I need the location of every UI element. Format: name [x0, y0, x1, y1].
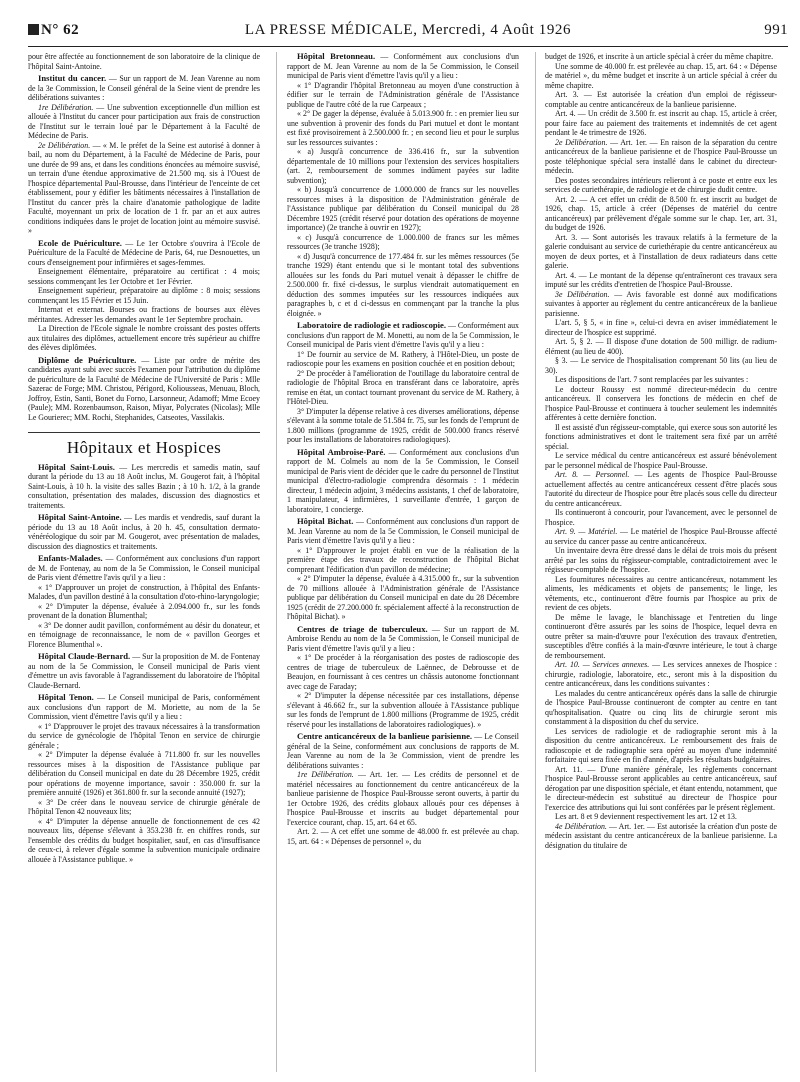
paragraph: Art. 2. — A cet effet un crédit de 8.500 fr. est inscrit au budget de 1926, chap. 15, article à créer (Dépenses de matériel du centre anticancéreux) par prélèvement d'égale somme sur le chap. 1er, art. 31, du budget de 1926.: [545, 194, 777, 232]
article-heading: Laboratoire de radiologie et radioscopie.: [297, 320, 447, 330]
article-ecole-puericulture: [28, 239, 260, 268]
paragraph-text: — Le matériel de l'hospice Paul-Brousse affecté au service du cancer passe au centre anticancéreux.: [545, 527, 777, 546]
publication-date: , Mercredi, 4 Août 1926: [413, 22, 572, 38]
paragraph: Des postes secondaires intérieurs relieront à ce poste et entre eux les services de curiethérapie, de radiologie et de chirurgie dudit centre.: [545, 175, 777, 194]
article-centres-triage: [287, 625, 519, 654]
article-heading: Ecole de Puériculture.: [38, 237, 122, 248]
paragraph: [545, 660, 777, 689]
deliberation-label: 1re Délibération.: [38, 102, 94, 112]
paragraph: « 2° D'imputer la dépense, évaluée à 2.094.000 fr., sur les fonds provenant de la donation Blumenthal;: [28, 601, 260, 620]
article-text: — Sur un rapport de M. Jean Varenne au nom de la 3e Commission, le Conseil général de la Seine vient de prendre les délibérations suivantes :: [28, 74, 260, 102]
paragraph: La Direction de l'Ecole signale le nombre croissant des postes offerts aux titulaires des diplômes, actuellement encore très supérieur au chiffre des élèves diplômées.: [28, 324, 260, 352]
paragraph: [545, 138, 777, 176]
paragraph: [28, 103, 260, 141]
paragraph: « 4° D'imputer la dépense annuelle de fonctionnement de ces 42 nouveaux lits, dépense s'élevant à 353.238 fr. en chiffres ronds, sur l'ensemble des crédits du budget hospitalier, sauf, en cas d'insuffisance de ceux-ci, à relever d'égale somme la subvention municipale ordinaire allouée à l'Assistance publique. »: [28, 816, 260, 864]
paragraph: Les fournitures nécessaires au centre anticancéreux, notamment les aliments, les médicaments et objets de pansements; le linge, les vêtements, etc., continueront d'être fournis par l'hospice au prix de revient de ces objets.: [545, 574, 777, 612]
paragraph: Enseignement supérieur, préparatoire au diplôme : 8 mois; sessions commençant les 15 Février et 15 Juin.: [28, 286, 260, 305]
article-laboratoire-radiologie: [287, 321, 519, 350]
issue-label: N° 62: [41, 22, 80, 38]
article-text: — Les mercredis et samedis matin, sauf durant la période du 13 au 18 Août inclus, M. Gougerot fait, à l'hôpital Saint-Louis, à 10 h. la visite des salles Bazin ; à 10 h. 1/2, à la grande consultation, présentation des malades, discussion des diagnostics et traitements.: [28, 462, 261, 510]
column-divider: [276, 52, 277, 1072]
paragraph: [28, 141, 260, 236]
paragraph: « c) Jusqu'à concurrence de 1.000.000 de francs sur les mêmes ressources (3e tranche 1928);: [287, 232, 519, 251]
paragraph: Il est assisté d'un régisseur-comptable, qui exerce sous son autorité les fonctions administratives et dont le traitement sera fixé par un arrêté spécial.: [545, 422, 777, 451]
paragraph: 1° De fournir au service de M. Rathery, à l'Hôtel-Dieu, un poste de radioscopie pour les examens en position couchée et en position debout;: [287, 349, 519, 368]
column-middle: [287, 52, 519, 846]
article-saint-antoine: [28, 513, 260, 551]
page-number: 991: [764, 22, 788, 38]
paragraph: « 1° D'agrandir l'hôpital Bretonneau au moyen d'une construction à édifier sur le terrain de l'Administration générale de l'Assistance publique de l'autre côté de la rue Carpeaux ;: [287, 80, 519, 109]
paragraph: « 2° D'imputer la dépense évaluée à 711.800 fr. sur les nouvelles ressources mises à la disposition de l'Assistance publique par délibération du Conseil municipal en date du 28 Décembre 1925, crédit pour opérations de moyenne importance, savoir : 350.000 fr. sur la première annuité (1926) et 361.800 fr. sur la seconde annuité (1927);: [28, 750, 260, 797]
article-heading: Diplôme de Puériculture.: [38, 354, 137, 365]
paragraph-text: — Une subvention exceptionnelle d'un million est allouée à l'Institut du cancer pour participation aux frais de construction de l'Institut sur le terrain loué par le Département à la Faculté de Médecine de Paris.: [28, 102, 260, 140]
article-label: Art. 9. — Matériel.: [555, 527, 618, 536]
paragraph: [545, 527, 777, 546]
article-heading: Hôpital Saint-Louis.: [38, 461, 115, 472]
paragraph: [545, 470, 777, 508]
paragraph-text: — « M. le préfet de la Seine est autorisé à donner à bail, au nom du Département, à la Faculté de Médecine de Paris, pour une durée de 99 ans, et dans les conditions énoncées au mémoire susvisé, un terrain d'une étendue approximative de 21.500 mq. sis à l'Ouest de l'hospice départemental Paul-Brousse, dans l'intérieur de l'enceinte de cet établissement, pour y édifier les bâtiments nécessaires à l'installation de l'Institut du cancer près la chaire d'anatomie pathologique de ladite Faculté, moyennant un prix de location de 1 fr. par an et aux autres conditions indiquées dans le projet de location joint au mémoire susvisé. »: [28, 140, 260, 235]
deliberation-label: 4e Délibération.: [555, 821, 607, 831]
paragraph: Art. 3. — Sont autorisés les travaux relatifs à la fermeture de la galerie conduisant au service de curiethérapie du centre anticancéreux au moyen de deux portes, et à l'installation de deux radiateurs dans cette galerie.: [545, 232, 777, 270]
paragraph: Art. 5, § 2. — Il dispose d'une dotation de 500 milligr. de radium-élément (au lieu de 400).: [545, 337, 777, 356]
paragraph: De même le lavage, le blanchissage et l'entretien du linge continueront d'être assurés par les soins de l'hospice, lequel devra en outre prêter sa main-d'œuvre pour l'exécution des travaux d'entretien, susceptibles d'être confiés à la main-d'œuvre intérieure, le tout à charge de remboursement.: [545, 612, 777, 660]
paragraph: « 2° D'imputer la dépense nécessitée par ces installations, dépense s'élevant à 46.662 fr., sur la subvention allouée à l'Assistance publique sur les fonds de l'emprunt de 1.800 millions (Programme de 1925, crédit réservé pour les installations de laboratoires radiologiques). »: [287, 691, 519, 729]
article-heading: Hôpital Saint-Antoine.: [38, 512, 122, 522]
paragraph: [545, 290, 777, 319]
article-institut-cancer: [28, 74, 260, 103]
article-bichat: [287, 517, 519, 546]
deliberation-label: 3e Délibération.: [555, 289, 610, 299]
article-text: — Sur un rapport de M. Ambroise Rendu au nom de la 5e Commission, le Conseil municipal de Paris vient d'émettre l'avis qu'il y a lieu :: [287, 624, 519, 653]
paragraph: « a) Jusqu'à concurrence de 336.416 fr., sur la subvention départementale de 10 millions pour l'extension des services hospitaliers (art. 2, remboursement de sommes indûment payées sur ladite subvention);: [287, 147, 519, 185]
paragraph: « 3° De créer dans le nouveau service de chirurgie générale de l'hôpital Tenon 42 nouveaux lits;: [28, 797, 260, 816]
paragraph: « 1° D'approuver le projet des travaux nécessaires à la transformation du service de gynécologie de l'hôpital Tenon en service de chirurgie générale ;: [28, 721, 260, 750]
article-label: Art. 10. — Services annexes.: [555, 660, 650, 669]
article-text: — Les mardis et vendredis, sauf durant la période du 13 au 18 Août inclus, à 20 h. 45, consultation dermato-vénéréologique du soir par M. Gougerot, avec présentation de malades, discussion des diagnostics et traitements.: [28, 513, 260, 551]
deliberation-label: 1re Délibération.: [297, 770, 354, 779]
article-text: — Liste par ordre de mérite des candidates ayant subi avec succès l'examen pour l'attribution du diplôme de puériculture de la Faculté de Médecine de l'Université de Paris : Mlle Sazerac de Forge; MM. Christou, Périgord, Koliousseas, Menuau, Bloch, Joffroy, Estin, Santi, Bonet du Forno, Larsonneur, Adamoff; Mme Ecoey (Paule); MM. Rozenbaumson, Raison, Miyar, Polycrates (Nicolas); Mlle Le Gourierec; MM. Rochi, Stephanides, Catseotes, Vassilakis.: [28, 355, 260, 422]
paragraph: « 2° De gager la dépense, évaluée à 5.013.900 fr. : en premier lieu sur une subvention à provenir des fonds du Pari mutuel et dont le montant est fixé provisoirement à 2.500.000 fr. ; en second lieu et pour le surplus sur les ressources suivantes :: [287, 109, 519, 147]
paragraph: Le docteur Roussy est nommé directeur-médecin du centre anticancéreux. Il conservera les fonctions de médecin en chef de l'hospice Paul-Brousse et continuera à toucher seulement les indemnités afférentes à cette dernière fonction.: [545, 384, 777, 422]
paragraph: Ils continueront à concourir, pour l'avancement, avec le personnel de l'hospice.: [545, 508, 777, 527]
paragraph: « 3° De donner audit pavillon, conformément au désir du donateur, et en témoignage de reconnaissance, le nom de « pavillon Georges et Florence Blumenthal ».: [28, 620, 260, 649]
article-text: — Conformément aux conclusions d'un rapport de M. de Fontenay, au nom de la 5e Commission, le Conseil municipal de Paris vient d'émettre l'avis qu'il y a lieu :: [28, 554, 260, 582]
paragraph: Les services de radiologie et de radiographie seront mis à la disposition du centre anticancéreux. Le remboursement des frais de radioscopie et de radiographie sera opéré au moyen d'une indemnité forfaitaire qui sera fixée en fin d'année, d'après les résultats budgétaires.: [545, 726, 777, 764]
paragraph: Art. 11. — D'une manière générale, les règlements concernant l'hospice Paul-Brousse seront applicables au centre anticancéreux, sauf dérogation par une disposition spéciale, et étant entendu, notamment, que le directeur-médecin est substitué au directeur de l'hospice pour l'exercice des attributions qui lui sont conférées par le présent règlement.: [545, 764, 777, 812]
article-heading: Centres de triage de tuberculeux.: [297, 623, 428, 634]
paragraph: Art. 4. — Un crédit de 3.500 fr. est inscrit au chap. 15, article à créer, pour faire face au paiement des traitements et indemnités de cet agent pendant le 4e trimestre de 1926.: [545, 109, 777, 137]
header-rule: [28, 46, 788, 47]
paragraph: « 1° D'approuver un projet de construction, à l'hôpital des Enfants-Malades, d'un pavillon destiné à la consultation d'oto-rhino-laryngologie;: [28, 582, 260, 601]
article-claude-bernard: [28, 652, 260, 690]
column-divider: [535, 52, 536, 1072]
paragraph-text: — Art. 1er. — Est autorisée la création d'un poste de médecin assistant du centre anticancéreux de la banlieue parisienne. La désignation du titulaire de: [545, 821, 778, 850]
article-bretonneau: [287, 52, 519, 81]
deliberation-label: 2e Délibération.: [38, 140, 91, 150]
deliberation-label: 2e Délibération.: [555, 137, 608, 147]
article-centre-anticancereux: [287, 732, 519, 770]
article-text: — Le 1er Octobre s'ouvrira à l'Ecole de Puériculture de la Faculté de Médecine de Paris, 64, rue Desnouettes, un cours d'enseignement pour infirmières et sages-femmes.: [28, 238, 260, 267]
paragraph: Le service médical du centre anticancéreux est assuré bénévolement par le personnel médical de l'hospice Paul-Brousse.: [545, 451, 777, 470]
article-text: — Conformément aux conclusions d'un rapport de M. Jean Varenne au nom de la 5e Commission, le Conseil municipal de Paris vient d'émettre l'avis qu'il y a lieu :: [287, 52, 520, 80]
article-tenon: [28, 693, 260, 722]
article-diplome-puericulture: [28, 356, 260, 423]
paragraph: « 1° De procéder à la réorganisation des postes de radioscopie des centres de triage de tuberculeux de Laënnec, de Debrousse et de Beaujon, en fournissant à ces centres un châssis autonome fonctionnant avec cage de Faraday;: [287, 653, 519, 691]
article-text: — Sur la proposition de M. de Fontenay au nom de la 5e Commission, le Conseil municipal de Paris vient d'émettre un avis favorable à l'agrandissement du laboratoire de l'hôpital Claude-Bernard.: [28, 652, 260, 690]
article-text: — Conformément aux conclusions d'un rapport de M. Monetti, au nom de la 5e Commission, le Conseil municipal de Paris vient d'émettre l'avis qu'il y a lieu :: [287, 321, 520, 349]
paragraph: pour être affectée au fonctionnement de son laboratoire de la clinique de l'hôpital Saint-Antoine.: [28, 52, 260, 71]
paragraph: Art. 2. — A cet effet une somme de 48.000 fr. est prélevée au chap. 15, art. 64 : « Dépenses de personnel », du: [287, 827, 519, 846]
paragraph: Un inventaire devra être dressé dans le délai de trois mois du présent arrêté par les soins du régisseur-comptable, contradictoirement avec le régisseur-comptable de l'hospice.: [545, 546, 777, 574]
paragraph: Enseignement élémentaire, préparatoire au certificat : 4 mois; sessions commençant les 1er Octobre et 1er Février.: [28, 267, 260, 286]
section-title: Hôpitaux et Hospices: [66, 438, 222, 457]
paragraph: Les art. 8 et 9 deviennent respectivement les art. 12 et 13.: [555, 812, 737, 821]
paragraph: budget de 1926, et inscrite à un article spécial à créer du même chapitre.: [545, 52, 774, 61]
paragraph: Internat et externat. Bourses ou fractions de bourses aux élèves méritantes. Adresser les demandes avant le 1er Septembre prochain.: [28, 305, 260, 324]
paragraph: « 2° D'imputer la dépense, évaluée à 4.315.000 fr., sur la subvention de 70 millions allouée à l'Administration générale de l'Assistance publique par délibération du Conseil municipal en date du 28 Décembre 1925 (crédit de 27.200.000 fr. spécialement affecté à la reconstruction de l'hôpital Bichat). »: [287, 574, 519, 621]
paragraph: Art. 3. — Est autorisée la création d'un emploi de régisseur-comptable au centre anticancéreux de la banlieue parisienne.: [545, 90, 777, 109]
article-enfants-malades: [28, 554, 260, 583]
article-heading: Hôpital Ambroise-Paré.: [297, 446, 386, 457]
paragraph: Les malades du centre anticancéreux opérés dans la salle de chirurgie de l'hospice Paul-Brousse continueront de compter au centre en tant qu'hospitalisation. Quatre ou cinq lits de chirurgie seront mis constamment à la disposition du chef du service.: [545, 688, 777, 726]
article-heading: Hôpital Bichat.: [297, 516, 354, 526]
article-heading: Hôpital Tenon.: [38, 692, 94, 702]
article-heading: Centre anticancéreux de la banlieue parisienne.: [297, 731, 473, 741]
page-header: [28, 22, 788, 42]
paragraph-text: — Avis favorable est donné aux modifications suivantes à apporter au règlement du centre anticancéreux de la banlieue parisienne.: [545, 289, 777, 318]
paragraph-text: — Les services annexes de l'hospice : chirurgie, radiologie, laboratoire, etc., seront mis à la disposition du centre anticancéreux, dans les conditions suivantes :: [545, 660, 777, 688]
paragraph-text: — Art. 1er. — Les crédits de personnel et de matériel nécessaires au fonctionnement du centre anticancéreux de la banlieue parisienne de l'hospice Paul-Brousse seront ouverts, à partir du 1er Octobre 1926, des crédits globaux alloués pour ces dépenses à l'hospice Paul-Brousse et inscrits au budget départemental pour l'exercice courant, chap. 15, art. 64 et 65.: [287, 770, 519, 827]
article-label: Art. 8. — Personnel.: [555, 470, 630, 479]
paragraph: Une somme de 40.000 fr. est prélevée au chap. 15, art. 64 : « Dépense de matériel », du même budget et inscrite à un article spécial à créer du même chapitre.: [545, 61, 777, 90]
section-rule: [28, 432, 260, 433]
paragraph: « b) Jusqu'à concurrence de 1.000.000 de francs sur les nouvelles ressources mises à la disposition de l'Administration générale de l'Assistance publique par délibération du Conseil municipal du 28 Décembre 1925 (crédit réservé pour dotation des opérations de moyenne importance) (2e tranche à ouvrir en 1927);: [287, 185, 519, 232]
paragraph: [287, 770, 519, 827]
paragraph: [545, 822, 777, 851]
paragraph: « 1° D'approuver le projet établi en vue de la réalisation de la première étape des travaux de reconstruction de l'hôpital Bichat comprenant l'édification d'un pavillon de médecine;: [287, 545, 519, 574]
column-left: [28, 52, 260, 864]
paragraph: § 3. — Le service de l'hospitalisation comprenant 50 lits (au lieu de 30).: [545, 356, 777, 375]
paragraph-text: — Art. 1er. — En raison de la séparation du centre anticancéreux de la banlieue parisienne et de l'hospice Paul-Brousse un poste téléphonique spécial sera installé dans le cabinet du directeur-médecin.: [545, 137, 777, 175]
article-heading: Hôpital Claude-Bernard.: [38, 651, 131, 661]
paragraph: Art. 4. — Le montant de la dépense qu'entraîneront ces travaux sera imputé sur les crédits d'entretien de l'hospice Paul-Brousse.: [545, 270, 777, 289]
article-text: — Conformément aux conclusions d'un rapport de M. Colmels au nom de la 5e Commission, le Conseil municipal de Paris vient de décider que le cadre du personnel de l'Institut municipal d'électro-radiologie comprendra désormais : 1 médecin directeur, 1 médecin adjoint, 3 médecins assistants, 1 chef de laboratoire, 1 manipulateur, 4 infirmières, 1 surveillante d'entrée, 1 garçon de laboratoire, 1 concierge.: [287, 447, 520, 514]
article-heading: Hôpital Bretonneau.: [297, 51, 376, 61]
article-heading: Enfants-Malades.: [38, 553, 103, 563]
article-saint-louis: [28, 463, 260, 511]
paragraph: Les dispositions de l'art. 7 sont remplacées par les suivantes :: [555, 375, 749, 384]
masthead: [28, 22, 788, 39]
paragraph: « d) Jusqu'à concurrence de 177.484 fr. sur les mêmes ressources (5e tranche 1929) étant entendu que si le montant total des subventions allouées sur les fonds du Pari mutuel venait à dépasser le chiffre de 2.500.000 fr. fixé ci-dessus, le surplus viendrait automatiquement en déduction des sommes imputées sur les ressources indiquées aux paragraphes b, c et d ci-dessus en commençant par la tranche la plus éloignée. »: [287, 251, 519, 318]
article-text: — Le Conseil municipal de Paris, conformément aux conclusions d'un rapport de M. Moriette, au nom de la 5e Commission, vient d'émettre l'avis qu'il y a lieu :: [28, 693, 260, 721]
paragraph: L'art. 5, § 5, « in fine », celui-ci devra en aviser immédiatement le directeur de l'hospice est supprimé.: [545, 318, 777, 337]
article-text: — Conformément aux conclusions d'un rapport de M. Jean Varenne au nom de la 5e Commission, le Conseil municipal de Paris vient d'émettre l'avis qu'il y a lieu :: [287, 517, 519, 545]
article-heading: Institut du cancer.: [38, 73, 107, 83]
publication-title: LA PRESSE MÉDICALE: [244, 22, 414, 38]
column-right: [545, 52, 777, 850]
article-ambroise-pare: [287, 448, 519, 515]
paragraph-text: — Les agents de l'hospice Paul-Brousse actuellement affectés au centre anticancéreux cessent d'être placés sous l'autorité du directeur de l'hospice pour être placés sous celle du directeur du centre anticancéreux.: [545, 470, 777, 508]
article-text: — Le Conseil général de la Seine, conformément aux conclusions de rapports de M. Jean Varenne au nom de la 3e Commission, vient de prendre les délibérations suivantes :: [287, 732, 519, 770]
paragraph: 3° D'imputer la dépense relative à ces diverses améliorations, dépense s'élevant à la somme totale de 51.584 fr. 75, sur les fonds de l'emprunt de 1.800 millions (programme de 1925, crédit de 500.000 francs réservé pour les installations de laboratoires radiologiques).: [287, 406, 519, 444]
paragraph: 2° De procéder à l'amélioration de l'outillage du laboratoire central de radiologie de l'hôpital Broca en transférant dans ce laboratoire, après remise en état, un contact tournant provenant du service de M. Rathery, à l'Hôtel-Dieu.: [287, 368, 519, 406]
